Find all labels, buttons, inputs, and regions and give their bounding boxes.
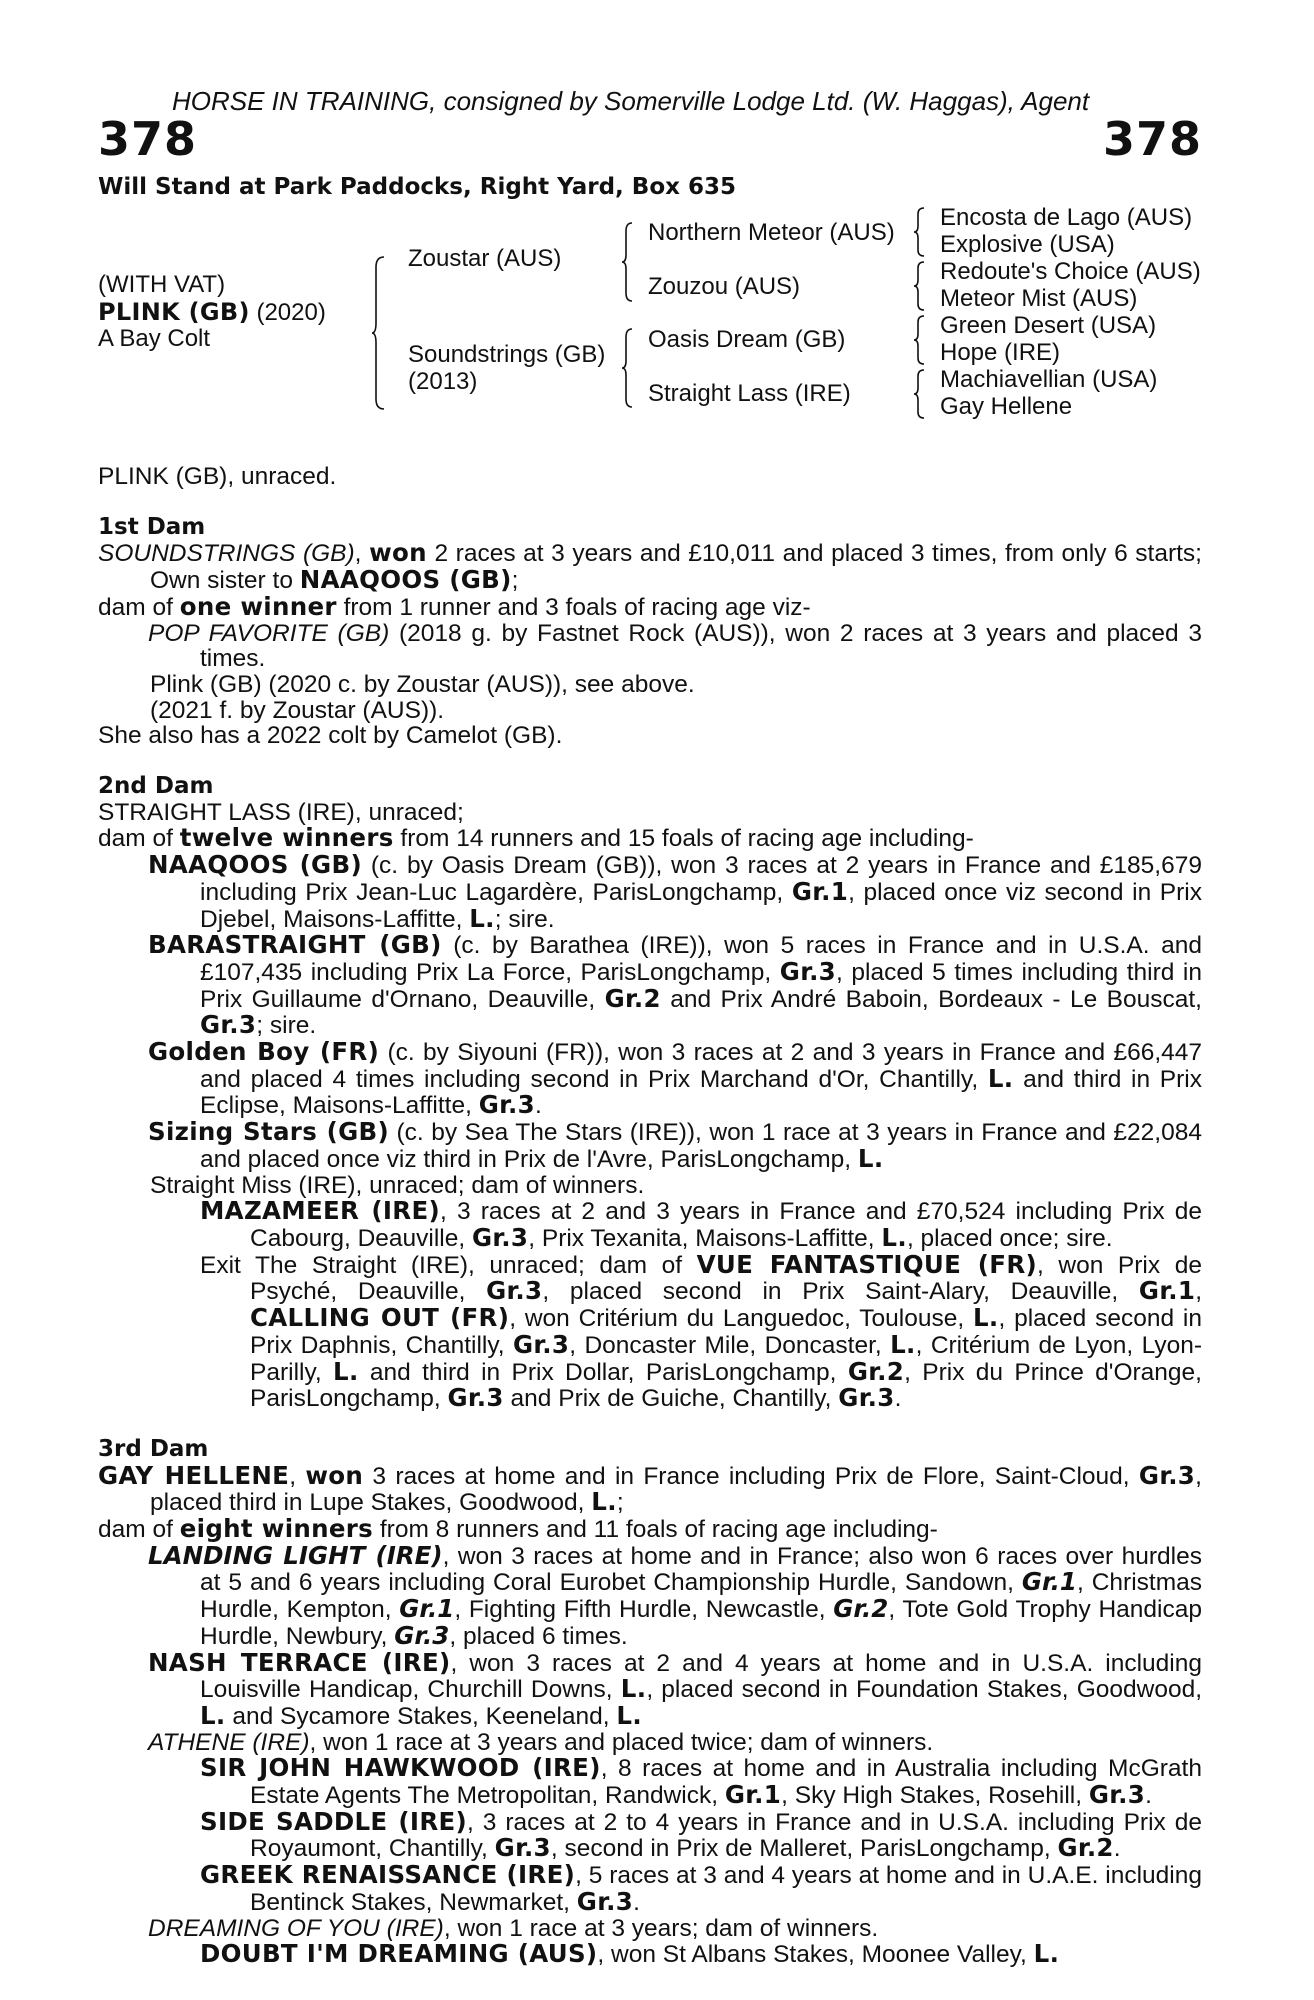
bracket-gen3-4 xyxy=(914,368,926,420)
grandproduce-mazameer: MAZAMEER (IRE), 3 races at 2 and 3 years in France and £70,524 including Prix de Cabourg, Deauville, Gr.3, Prix Texanita, Maisons-Laffitte, L., placed once; sire. xyxy=(200,1196,1202,1252)
sire-dam-sire: Redoute's Choice (AUS) xyxy=(940,258,1201,285)
sire-sire: Northern Meteor (AUS) xyxy=(648,219,895,246)
sire: Zoustar (AUS) xyxy=(408,245,562,272)
produce-dreaming-of-you: DREAMING OF YOU (IRE), won 1 race at 3 years; dam of winners. xyxy=(148,1914,879,1942)
produce-pop-favorite: POP FAVORITE (GB) (2018 g. by Fastnet Rock (AUS)), won 2 races at 3 years and placed 3 times. xyxy=(148,619,1202,673)
pedigree-bracket-sire xyxy=(622,221,634,303)
produce-golden-boy: Golden Boy (FR) (c. by Siyouni (FR)), won 3 races at 2 and 3 years in France and £66,447 and placed 4 times including second in Prix Marchand d'Or, Chantilly, L. and third in Prix Eclipse, Maisons-Laffitte, Gr.3. xyxy=(148,1037,1203,1120)
dam-dam-sire: Machiavellian (USA) xyxy=(940,366,1158,393)
dam-sire-sire: Green Desert (USA) xyxy=(940,312,1157,339)
produce-sizing-stars: Sizing Stars (GB) (c. by Sea The Stars (IRE)), won 1 race at 3 years in France and £22,084 and placed once viz third in Prix de l'Avre, ParisLongchamp, L. xyxy=(148,1117,1202,1173)
dam-sire-dam: Hope (IRE) xyxy=(940,339,1061,366)
sire-sire-dam: Explosive (USA) xyxy=(940,231,1115,258)
produce-nash-terrace: NASH TERRACE (IRE), won 3 races at 2 and 4 years at home and in U.S.A. including Louisville Handicap, Churchill Downs, L., placed second in Foundation Stakes, Goodwood, L. and Sycamore Stakes, Keeneland, L. xyxy=(148,1647,1203,1730)
third-dam-heading: 3rd Dam xyxy=(98,1435,209,1462)
produce-barastraight: BARASTRAIGHT (GB) (c. by Barathea (IRE)), won 5 races in France and in U.S.A. and £107,435 including Prix La Force, ParisLongchamp, Gr.3, placed 5 times including third in Prix Guillaume d'Ornano, Deauville, Gr.2 and Prix André Baboin, Bordeaux - Le Bouscat, Gr.3; sire. xyxy=(148,930,1202,1040)
second-dam-produce-summary: dam of twelve winners from 14 runners and 15 foals of racing age including- xyxy=(98,823,974,853)
first-dam-line: SOUNDSTRINGS (GB), won 2 races at 3 years and £10,011 and placed 3 times, from only 6 starts; Own sister to NAAQOOS (GB); xyxy=(98,538,1202,595)
horse-name-line xyxy=(98,298,326,327)
first-dam-produce-summary: dam of one winner from 1 runner and 3 foals of racing age viz- xyxy=(98,591,811,621)
produce-2021-filly: (2021 f. by Zoustar (AUS)). xyxy=(150,696,445,724)
horse-name: PLINK (GB) xyxy=(98,298,250,326)
dam-dam: Straight Lass (IRE) xyxy=(648,380,851,407)
grandproduce-greek-renaissance: GREEK RENAISSANCE (IRE), 5 races at 3 and 4 years at home and in U.A.E. including Bentinck Stakes, Newmarket, Gr.3. xyxy=(200,1860,1202,1916)
sire-dam-dam: Meteor Mist (AUS) xyxy=(940,285,1138,312)
first-dam-heading: 1st Dam xyxy=(98,513,206,540)
grandproduce-exit-the-straight: Exit The Straight (IRE), unraced; dam of VUE FANTASTIQUE (FR), won Prix de Psyché, Deauville, Gr.3, placed second in Prix Saint-Alary, Deauville, Gr.1, CALLING OUT (FR), won Critérium du Languedoc, Toulouse, L., placed second in Prix Daphnis, Chantilly, Gr.3, Doncaster Mile, Doncaster, L., Critérium de Lyon, Lyon-Parilly, L. and third in Prix Dollar, ParisLongchamp, Gr.2, Prix du Prince d'Orange, ParisLongchamp, Gr.3 and Prix de Guiche, Chantilly, Gr.3. xyxy=(200,1249,1202,1413)
pedigree-bracket-dam xyxy=(622,327,634,409)
race-record: PLINK (GB), unraced. xyxy=(98,463,337,490)
bracket-gen3-3 xyxy=(914,314,926,366)
third-dam-line: GAY HELLENE, won 3 races at home and in France including Prix de Flore, Saint-Cloud, Gr.3, placed third in Lupe Stakes, Goodwood, L.; xyxy=(98,1460,1202,1517)
bracket-gen3-2 xyxy=(914,260,926,312)
lot-number-left: 378 xyxy=(98,112,198,166)
dam-year: (2013) xyxy=(408,368,478,395)
grandproduce-doubt-im-dreaming: DOUBT I'M DREAMING (AUS), won St Albans Stakes, Moonee Valley, L. xyxy=(200,1939,1060,1969)
first-dam-name: SOUNDSTRINGS (GB) xyxy=(98,540,355,568)
consignment-line: HORSE IN TRAINING, consigned by Somerville Lodge Ltd. (W. Haggas), Agent xyxy=(172,86,1090,116)
lot-number-right: 378 xyxy=(1102,112,1202,166)
second-dam-heading: 2nd Dam xyxy=(98,773,214,800)
third-dam-produce-summary: dam of eight winners from 8 runners and 11 foals of racing age including- xyxy=(98,1514,938,1544)
horse-year: (2020) xyxy=(256,299,326,326)
produce-straight-miss: Straight Miss (IRE), unraced; dam of winners. xyxy=(150,1171,645,1199)
dam-sire: Oasis Dream (GB) xyxy=(648,326,846,353)
horse-description: A Bay Colt xyxy=(98,325,211,352)
sire-sire-sire: Encosta de Lago (AUS) xyxy=(940,204,1193,231)
produce-2022-colt: She also has a 2022 colt by Camelot (GB). xyxy=(98,722,563,750)
catalogue-body xyxy=(98,464,1202,1968)
stand-location: Will Stand at Park Paddocks, Right Yard, Box 635 xyxy=(98,174,736,200)
produce-plink: Plink (GB) (2020 c. by Zoustar (AUS)), see above. xyxy=(150,670,695,698)
pedigree-bracket-main xyxy=(372,255,386,411)
grandproduce-side-saddle: SIDE SADDLE (IRE), 3 races at 2 to 4 years in France and in U.S.A. including Prix de Royaumont, Chantilly, Gr.3, second in Prix de Malleret, ParisLongchamp, Gr.2. xyxy=(200,1806,1202,1863)
produce-athene: ATHENE (IRE), won 1 race at 3 years and placed twice; dam of winners. xyxy=(148,1728,934,1756)
bracket-gen3-1 xyxy=(914,206,926,258)
produce-landing-light: LANDING LIGHT (IRE), won 3 races at home and in France; also won 6 races over hurdles at 5 and 6 years including Coral Eurobet Championship Hurdle, Sandown, Gr.1, Christmas Hurdle, Kempton, Gr.1, Fighting Fifth Hurdle, Newcastle, Gr.2, Tote Gold Trophy Handicap Hurdle, Newbury, Gr.3, placed 6 times. xyxy=(148,1540,1203,1650)
dam: Soundstrings (GB) xyxy=(408,341,606,368)
grandproduce-sir-john-hawkwood: SIR JOHN HAWKWOOD (IRE), 8 races at home and in Australia including McGrath Estate Agents The Metropolitan, Randwick, Gr.1, Sky High Stakes, Rosehill, Gr.3. xyxy=(200,1753,1202,1810)
second-dam-line: STRAIGHT LASS (IRE), unraced; xyxy=(98,798,464,826)
dam-dam-dam: Gay Hellene xyxy=(940,393,1073,420)
produce-naaqoos: NAAQOOS (GB) (c. by Oasis Dream (GB)), won 3 races at 2 years in France and £185,679 including Prix Jean-Luc Lagardère, ParisLongchamp, Gr.1, placed once viz second in Prix Djebel, Maisons-Laffitte, L.; sire. xyxy=(148,850,1202,933)
vat-note: (WITH VAT) xyxy=(98,271,226,298)
sire-dam: Zouzou (AUS) xyxy=(648,273,801,300)
